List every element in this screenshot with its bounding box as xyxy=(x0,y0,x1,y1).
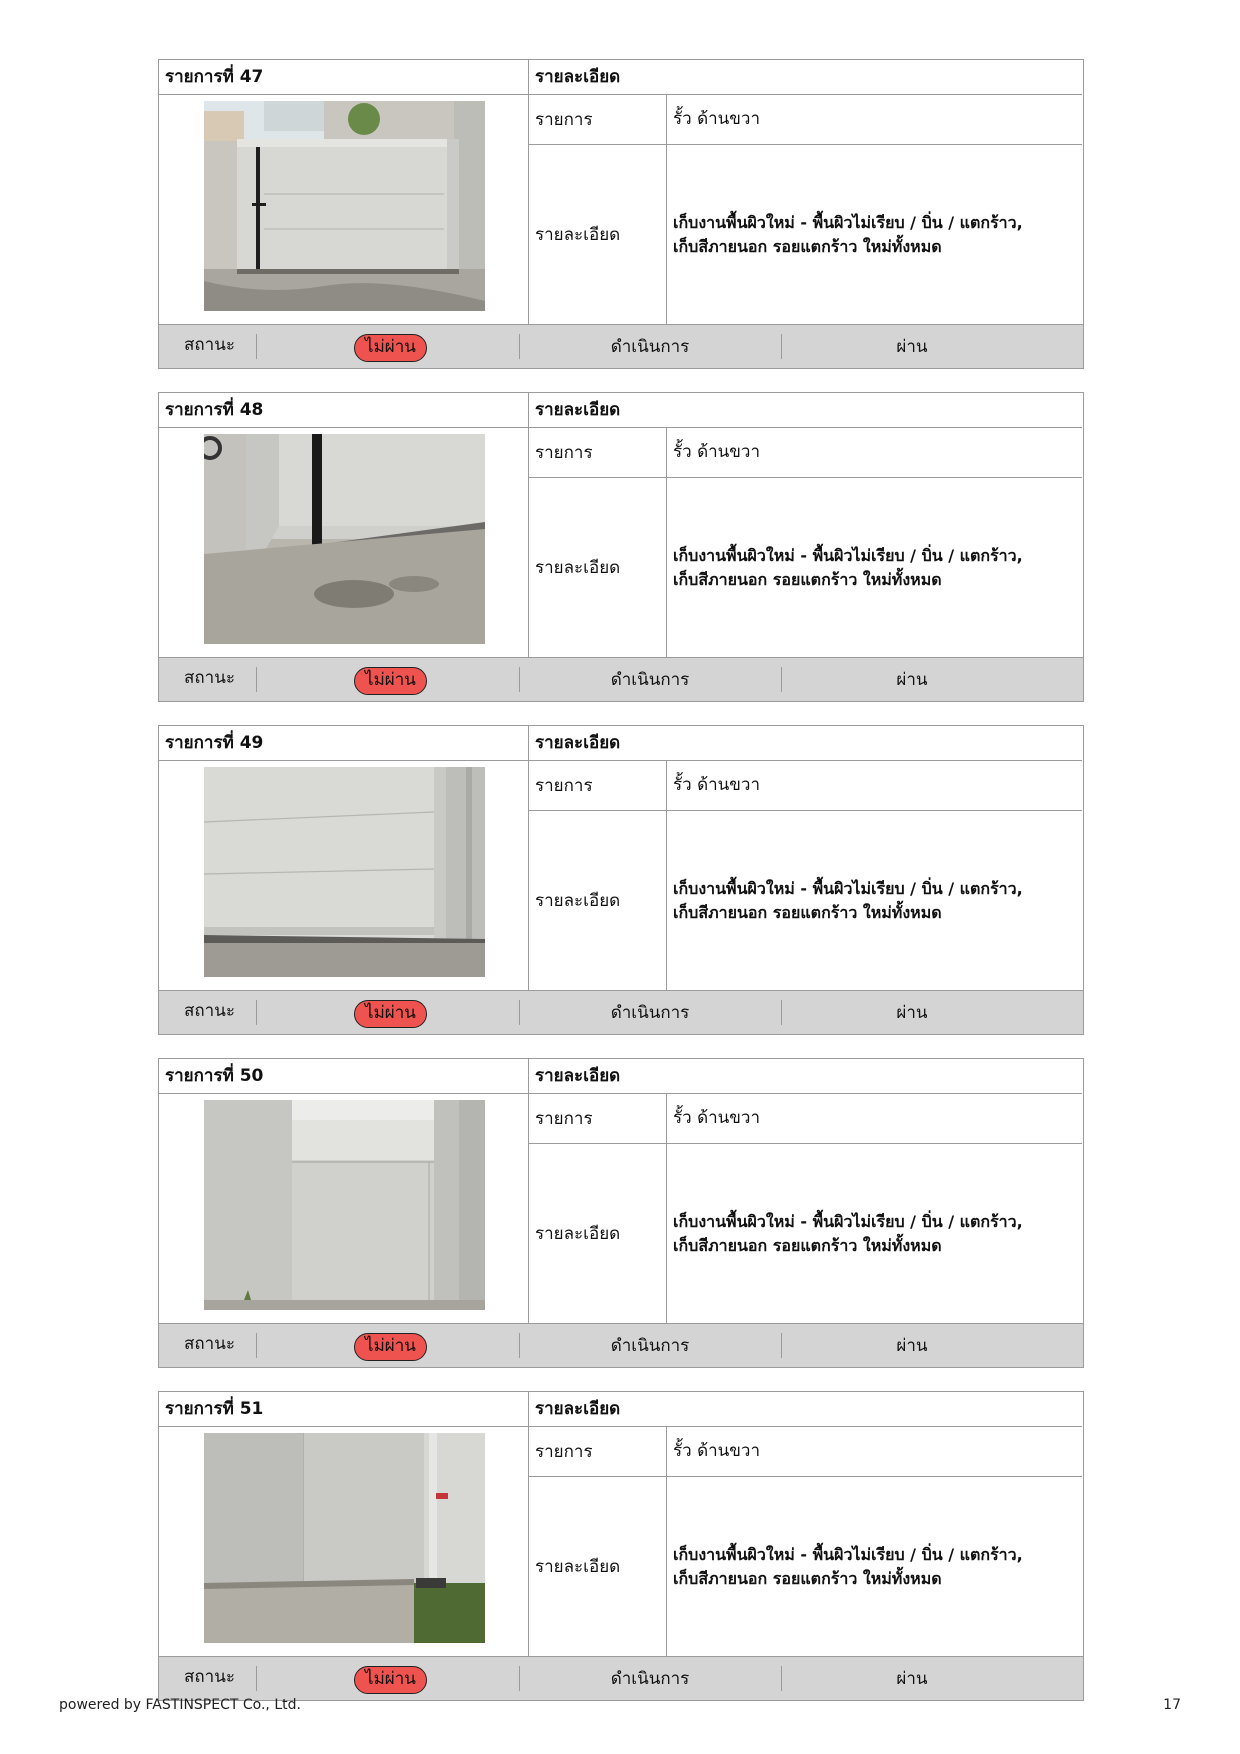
detail-header: รายละเอียด xyxy=(529,726,1082,761)
fence-base-floor-photo[interactable] xyxy=(204,434,485,644)
item-title: รายการที่ 48 xyxy=(159,393,529,428)
detail-line-1: เก็บงานพื้นผิวใหม่ - พื้นผิวไม่เรียบ / บิ่น / แตกร้าว, xyxy=(673,1545,1023,1564)
divider xyxy=(256,1000,257,1025)
item-label: รายการ xyxy=(529,428,667,478)
photo-image xyxy=(204,434,485,644)
inspection-table xyxy=(158,725,1084,992)
item-title: รายการที่ 51 xyxy=(159,1392,529,1427)
detail-value xyxy=(667,811,1082,991)
item-value: รั้ว ด้านขวา xyxy=(667,95,1082,145)
item-label: รายการ xyxy=(529,1094,667,1144)
detail-value xyxy=(667,1144,1082,1324)
divider xyxy=(256,667,257,692)
status-fail-badge[interactable]: ไม่ผ่าน xyxy=(354,1333,427,1361)
fence-wall-opening-photo[interactable] xyxy=(204,1100,485,1310)
inspection-table xyxy=(158,59,1084,326)
inspection-card xyxy=(158,1058,1084,1369)
detail-line-1: เก็บงานพื้นผิวใหม่ - พื้นผิวไม่เรียบ / บิ่น / แตกร้าว, xyxy=(673,213,1023,232)
item-value: รั้ว ด้านขวา xyxy=(667,1094,1082,1144)
status-fail-badge[interactable]: ไม่ผ่าน xyxy=(354,667,427,695)
detail-header: รายละเอียด xyxy=(529,60,1082,95)
photo-image xyxy=(204,1433,485,1643)
detail-line-2: เก็บสีภายนอก รอยแตกร้าว ใหม่ทั้งหมด xyxy=(673,237,942,256)
inspection-table xyxy=(158,1391,1084,1658)
photo-cell xyxy=(159,95,529,325)
item-title: รายการที่ 47 xyxy=(159,60,529,95)
status-bar xyxy=(158,1323,1084,1368)
photo-cell xyxy=(159,1427,529,1657)
fence-panel-photo[interactable] xyxy=(204,767,485,977)
detail-label: รายละเอียด xyxy=(529,145,667,325)
status-label: สถานะ xyxy=(184,1667,235,1687)
status-label: สถานะ xyxy=(184,1001,235,1021)
detail-value xyxy=(667,1477,1082,1657)
inspection-table xyxy=(158,1058,1084,1325)
detail-label: รายละเอียด xyxy=(529,1477,667,1657)
status-fail-badge[interactable]: ไม่ผ่าน xyxy=(354,334,427,362)
inspection-card xyxy=(158,59,1084,370)
detail-line-2: เก็บสีภายนอก รอยแตกร้าว ใหม่ทั้งหมด xyxy=(673,1569,942,1588)
status-bar xyxy=(158,1656,1084,1701)
item-title: รายการที่ 49 xyxy=(159,726,529,761)
status-in-progress-option[interactable]: ดำเนินการ xyxy=(610,337,690,357)
photo-cell xyxy=(159,761,529,991)
photo-image xyxy=(204,767,485,977)
status-pass-option[interactable]: ผ่าน xyxy=(896,1669,928,1689)
status-in-progress-option[interactable]: ดำเนินการ xyxy=(610,670,690,690)
detail-line-1: เก็บงานพื้นผิวใหม่ - พื้นผิวไม่เรียบ / บิ่น / แตกร้าว, xyxy=(673,1212,1023,1231)
detail-line-2: เก็บสีภายนอก รอยแตกร้าว ใหม่ทั้งหมด xyxy=(673,903,942,922)
status-label: สถานะ xyxy=(184,335,235,355)
page-number: 17 xyxy=(1163,1697,1181,1713)
status-pass-option[interactable]: ผ่าน xyxy=(896,337,928,357)
divider xyxy=(256,334,257,359)
status-bar xyxy=(158,657,1084,702)
status-in-progress-option[interactable]: ดำเนินการ xyxy=(610,1003,690,1023)
inspection-card xyxy=(158,1391,1084,1702)
fence-gate-photo[interactable] xyxy=(204,101,485,311)
detail-line-2: เก็บสีภายนอก รอยแตกร้าว ใหม่ทั้งหมด xyxy=(673,570,942,589)
detail-line-1: เก็บงานพื้นผิวใหม่ - พื้นผิวไม่เรียบ / บิ่น / แตกร้าว, xyxy=(673,546,1023,565)
status-in-progress-option[interactable]: ดำเนินการ xyxy=(610,1336,690,1356)
item-value: รั้ว ด้านขวา xyxy=(667,428,1082,478)
detail-header: รายละเอียด xyxy=(529,1392,1082,1427)
item-value: รั้ว ด้านขวา xyxy=(667,761,1082,811)
footer-powered-by: powered by FASTINSPECT Co., Ltd. xyxy=(59,1697,301,1713)
detail-header: รายละเอียด xyxy=(529,393,1082,428)
item-value: รั้ว ด้านขวา xyxy=(667,1427,1082,1477)
status-pass-option[interactable]: ผ่าน xyxy=(896,670,928,690)
fence-pipe-photo[interactable] xyxy=(204,1433,485,1643)
item-title: รายการที่ 50 xyxy=(159,1059,529,1094)
detail-value xyxy=(667,478,1082,658)
detail-header: รายละเอียด xyxy=(529,1059,1082,1094)
photo-cell xyxy=(159,428,529,658)
photo-image xyxy=(204,101,485,311)
inspection-card xyxy=(158,392,1084,703)
divider xyxy=(256,1666,257,1691)
status-bar xyxy=(158,990,1084,1035)
item-label: รายการ xyxy=(529,1427,667,1477)
item-label: รายการ xyxy=(529,95,667,145)
status-pass-option[interactable]: ผ่าน xyxy=(896,1003,928,1023)
status-label: สถานะ xyxy=(184,1334,235,1354)
photo-image xyxy=(204,1100,485,1310)
inspection-card xyxy=(158,725,1084,1036)
status-bar xyxy=(158,324,1084,369)
divider xyxy=(256,1333,257,1358)
item-label: รายการ xyxy=(529,761,667,811)
detail-label: รายละเอียด xyxy=(529,811,667,991)
photo-cell xyxy=(159,1094,529,1324)
status-pass-option[interactable]: ผ่าน xyxy=(896,1336,928,1356)
status-in-progress-option[interactable]: ดำเนินการ xyxy=(610,1669,690,1689)
detail-label: รายละเอียด xyxy=(529,478,667,658)
status-fail-badge[interactable]: ไม่ผ่าน xyxy=(354,1000,427,1028)
detail-line-2: เก็บสีภายนอก รอยแตกร้าว ใหม่ทั้งหมด xyxy=(673,1236,942,1255)
status-fail-badge[interactable]: ไม่ผ่าน xyxy=(354,1666,427,1694)
detail-line-1: เก็บงานพื้นผิวใหม่ - พื้นผิวไม่เรียบ / บิ่น / แตกร้าว, xyxy=(673,879,1023,898)
inspection-table xyxy=(158,392,1084,659)
detail-value xyxy=(667,145,1082,325)
status-label: สถานะ xyxy=(184,668,235,688)
detail-label: รายละเอียด xyxy=(529,1144,667,1324)
